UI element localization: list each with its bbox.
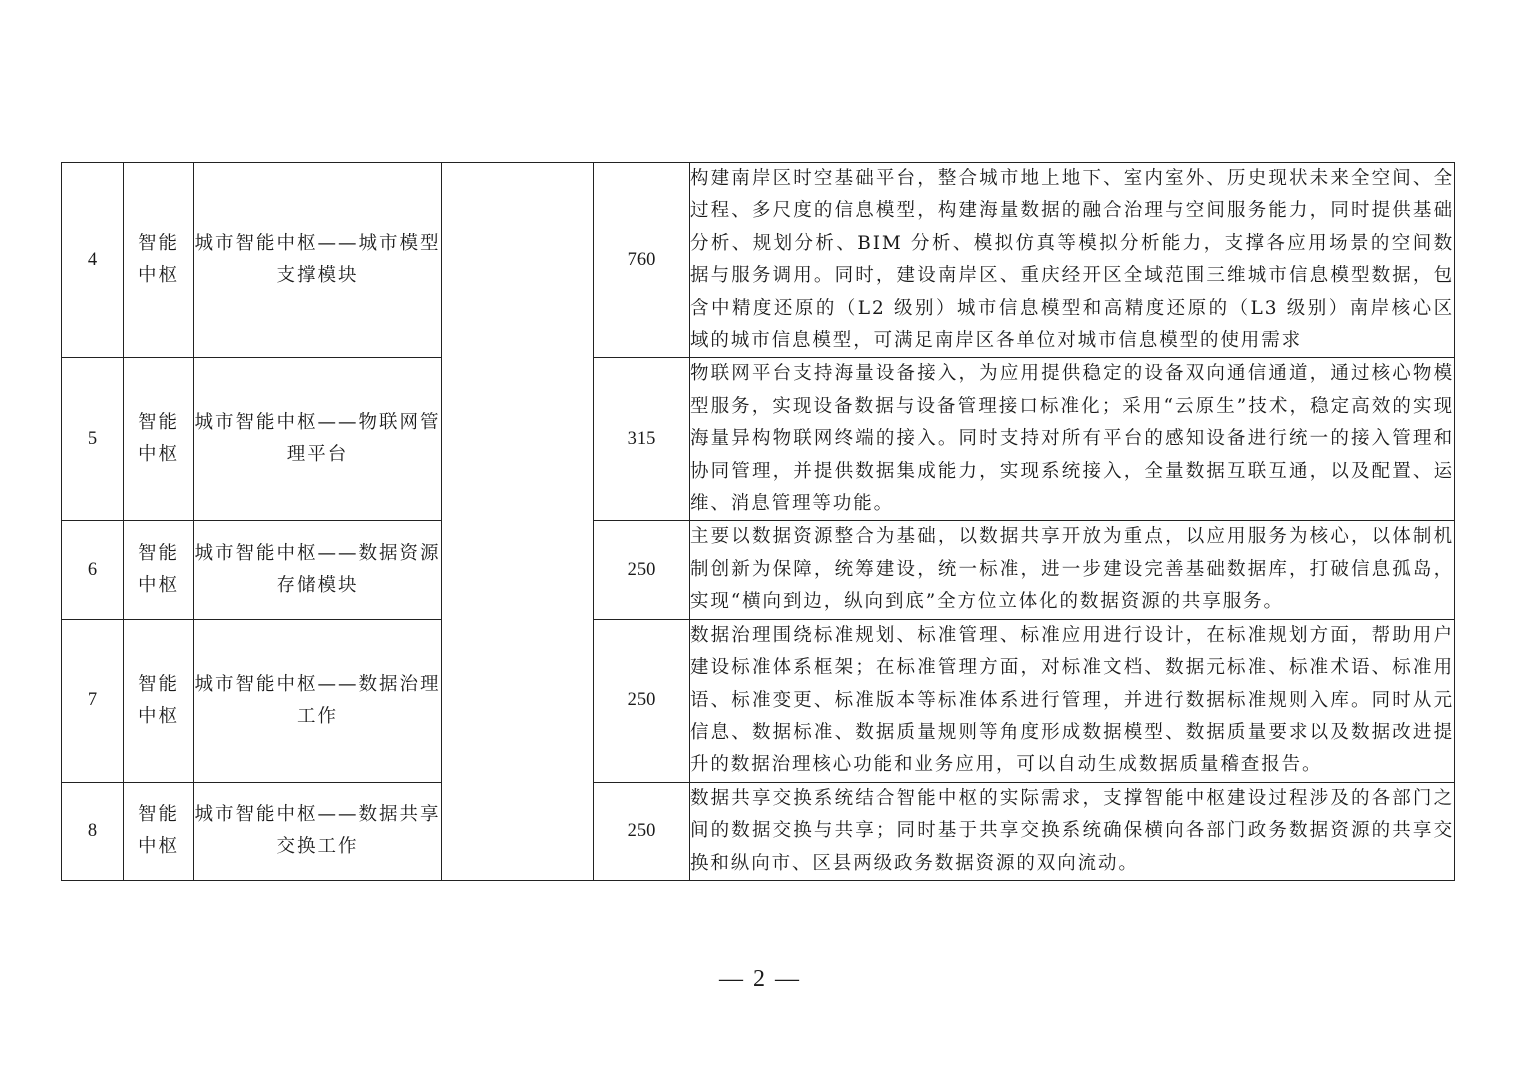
row-description: 数据共享交换系统结合智能中枢的实际需求，支撑智能中枢建设过程涉及的各部门之间的数据交换与共享；同时基于共享交换系统确保横向各部门政务数据资源的共享交换和纵向市、区县两级政务数据资源的双向流动。 <box>690 782 1455 880</box>
row-project-name: 城市智能中枢——数据治理工作 <box>194 619 442 782</box>
table-row <box>62 521 1455 619</box>
row-amount: 250 <box>594 619 690 782</box>
row-project-name: 城市智能中枢——物联网管理平台 <box>194 358 442 521</box>
table-row <box>62 782 1455 880</box>
row-category <box>124 782 194 880</box>
row-amount: 760 <box>594 163 690 358</box>
row-category <box>124 619 194 782</box>
table-row <box>62 619 1455 782</box>
row-description: 构建南岸区时空基础平台，整合城市地上地下、室内室外、历史现状未来全空间、全过程、多尺度的信息模型，构建海量数据的融合治理与空间服务能力，同时提供基础分析、规划分析、BIM 分析、模拟仿真等模拟分析能力，支撑各应用场景的空间数据与服务调用。同时，建设南岸区、重庆经开区全域范围三维城市信息模型数据，包含中精度还原的（L2 级别）城市信息模型和高精度还原的（L3 级别）南岸核心区域的城市信息模型，可满足南岸区各单位对城市信息模型的使用需求 <box>690 163 1455 358</box>
table-row <box>62 358 1455 521</box>
category-text: 智能 中枢 <box>137 543 179 597</box>
row-amount: 315 <box>594 358 690 521</box>
row-description: 物联网平台支持海量设备接入，为应用提供稳定的设备双向通信通道，通过核心物模型服务，实现设备数据与设备管理接口标准化；采用“云原生”技术，稳定高效的实现海量异构物联网终端的接入。同时支持对所有平台的感知设备进行统一的接入管理和协同管理，并提供数据集成能力，实现系统接入，全量数据互联互通，以及配置、运维、消息管理等功能。 <box>690 358 1455 521</box>
row-project-name: 城市智能中枢——数据资源存储模块 <box>194 521 442 619</box>
row-number: 8 <box>62 782 124 880</box>
row-description: 主要以数据资源整合为基础，以数据共享开放为重点，以应用服务为核心，以体制机制创新为保障，统筹建设，统一标准，进一步建设完善基础数据库，打破信息孤岛，实现“横向到边，纵向到底”全方位立体化的数据资源的共享服务。 <box>690 521 1455 619</box>
page-number: — 2 — <box>719 966 801 992</box>
row-category <box>124 163 194 358</box>
row-amount: 250 <box>594 782 690 880</box>
category-text: 智能 中枢 <box>137 804 179 858</box>
category-text: 智能 中枢 <box>137 673 179 727</box>
row-number: 4 <box>62 163 124 358</box>
row-category <box>124 521 194 619</box>
row-number: 7 <box>62 619 124 782</box>
table-row <box>62 163 1455 358</box>
row-number: 5 <box>62 358 124 521</box>
category-text: 智能 中枢 <box>137 233 179 287</box>
row-amount: 250 <box>594 521 690 619</box>
row-number: 6 <box>62 521 124 619</box>
blank-merged-cell <box>442 163 594 881</box>
row-project-name: 城市智能中枢——城市模型支撑模块 <box>194 163 442 358</box>
row-description: 数据治理围绕标准规划、标准管理、标准应用进行设计，在标准规划方面，帮助用户建设标准体系框架；在标准管理方面，对标准文档、数据元标准、标准术语、标准用语、标准变更、标准版本等标准体系进行管理，并进行数据标准规则入库。同时从元信息、数据标准、数据质量规则等角度形成数据模型、数据质量要求以及数据改进提升的数据治理核心功能和业务应用，可以自动生成数据质量稽查报告。 <box>690 619 1455 782</box>
project-table <box>61 162 1455 881</box>
row-category <box>124 358 194 521</box>
row-project-name: 城市智能中枢——数据共享交换工作 <box>194 782 442 880</box>
category-text: 智能 中枢 <box>137 412 179 466</box>
